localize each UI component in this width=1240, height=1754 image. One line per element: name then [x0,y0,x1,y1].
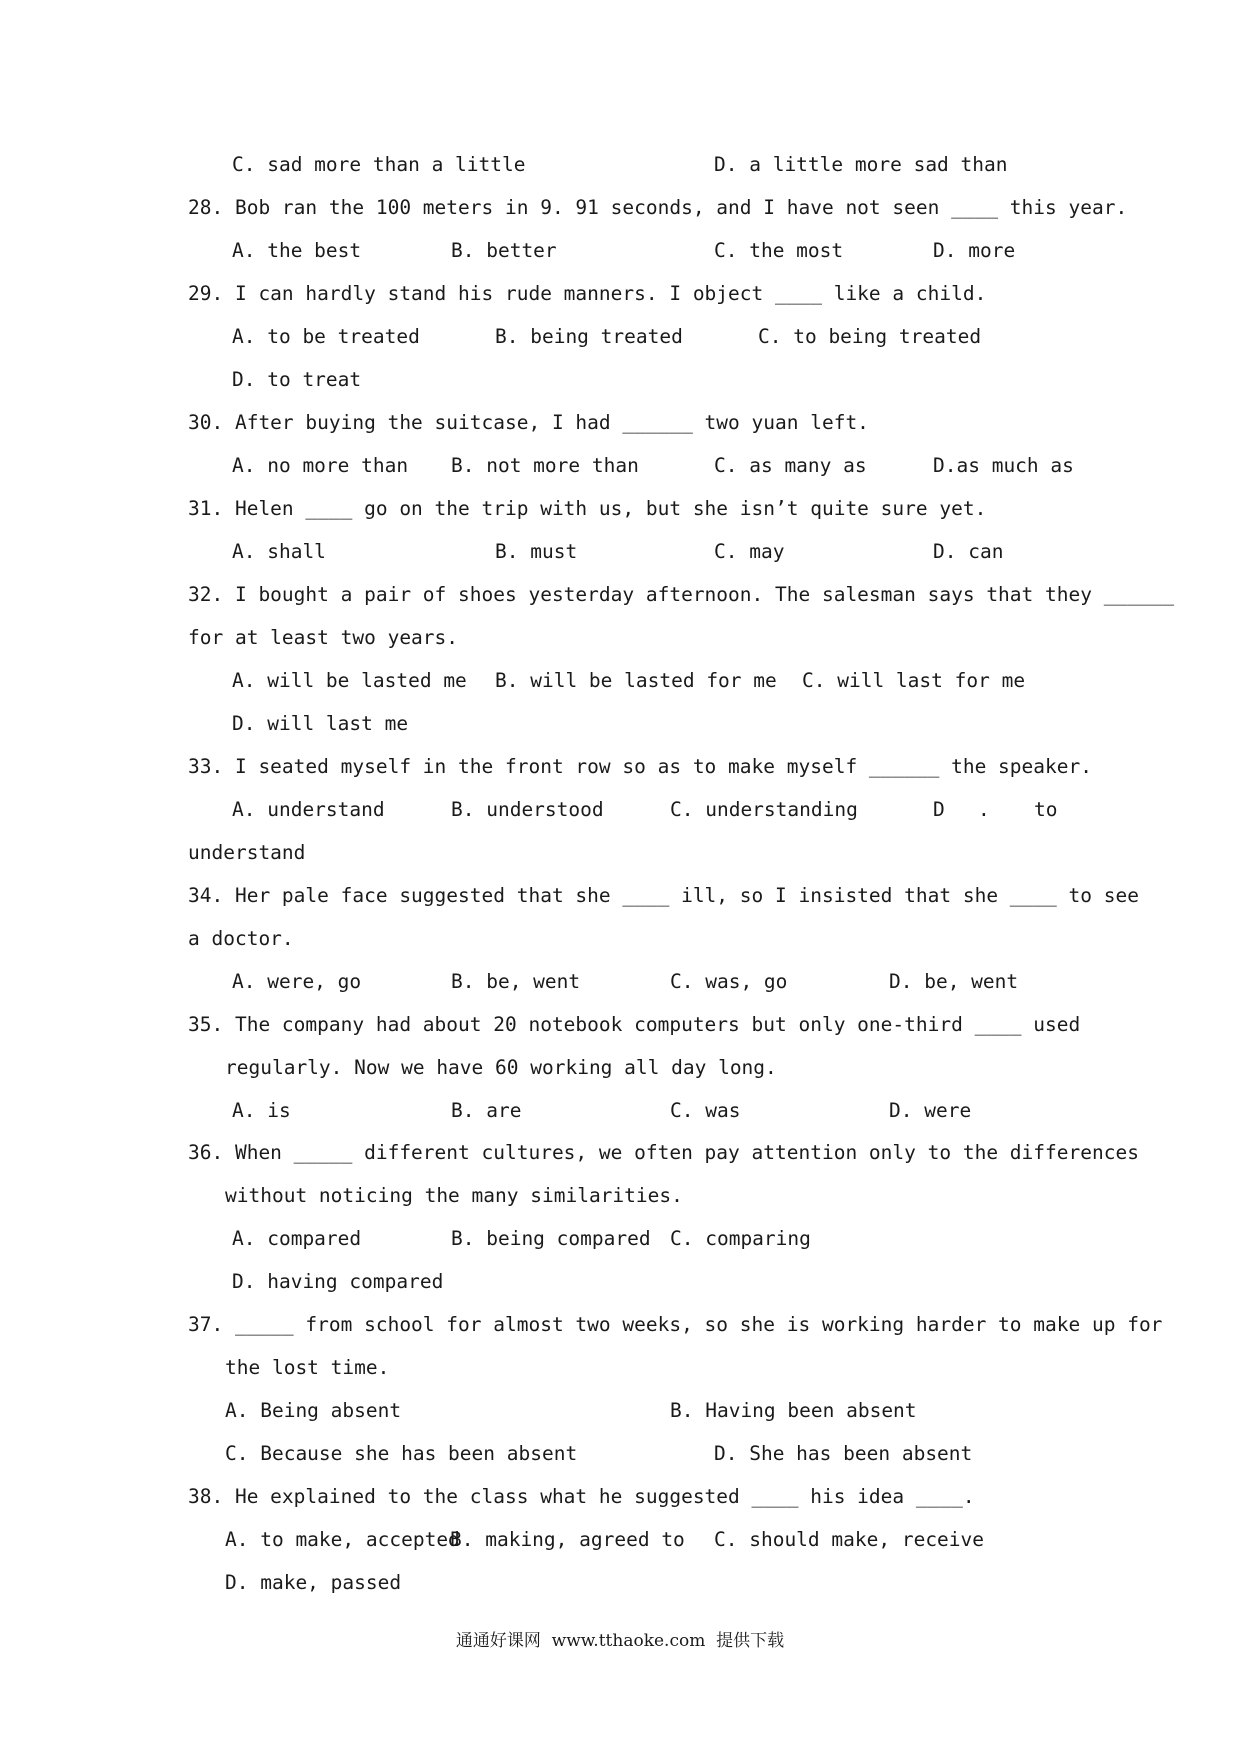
q38-stem: 38. He explained to the class what he suggested ____ his idea ____. [188,1485,975,1508]
q31-option-b: B. must [495,540,578,563]
q32-option-c: C. will last for me [802,669,1026,692]
q27-option-c: C. sad more than a little [232,153,526,176]
q28-option-a: A. the best [232,239,362,262]
q29-option-a: A. to be treated [232,325,420,348]
q35-option-c: C. was [670,1099,741,1122]
q37-option-b: B. Having been absent [670,1399,917,1422]
q27-option-d: D. a little more sad than [714,153,1008,176]
q38-option-b: B. making, agreed to [450,1528,685,1551]
q35-option-d: D. were [889,1099,972,1122]
q29-stem: 29. I can hardly stand his rude manners. I object ____ like a child. [188,282,987,305]
q34-stem: 34. Her pale face suggested that she ____ ill, so I insisted that she ____ to see [188,884,1139,907]
q32-stem: 32. I bought a pair of shoes yesterday afternoon. The salesman says that they ______ [188,583,1175,606]
q31-option-c: C. may [714,540,785,563]
q31-stem: 31. Helen ____ go on the trip with us, but she isn’t quite sure yet. [188,497,987,520]
q33-option-b: B. understood [451,798,604,821]
q34-option-c: C. was, go [670,970,788,993]
q37-option-d: D. She has been absent [714,1442,973,1465]
q35-stem: 35. The company had about 20 notebook computers but only one-third ____ used [188,1013,1081,1036]
q33-option-c: C. understanding [670,798,858,821]
q29-option-d: D. to treat [232,368,362,391]
q33-option-a: A. understand [232,798,385,821]
q33-option-d-word: to [1034,798,1058,821]
q35-stem-cont: regularly. Now we have 60 working all day long. [225,1056,777,1079]
q37-stem-cont: the lost time. [225,1356,390,1379]
q36-stem-cont: without noticing the many similarities. [225,1184,683,1207]
q36-stem: 36. When _____ different cultures, we often pay attention only to the differences [188,1141,1139,1164]
q28-option-c: C. the most [714,239,844,262]
q32-stem-cont: for at least two years. [188,626,459,649]
q31-option-d: D. can [933,540,1004,563]
q33-stem: 33. I seated myself in the front row so as to make myself ______ the speaker. [188,755,1092,778]
q38-option-c: C. should make, receive [714,1528,985,1551]
q34-stem-cont: a doctor. [188,927,294,950]
q28-option-b: B. better [451,239,557,262]
q34-option-d: D. be, went [889,970,1019,993]
q29-option-b: B. being treated [495,325,683,348]
q30-option-c: C. as many as [714,454,867,477]
q33-option-d-letter: D [933,798,945,821]
q35-option-b: B. are [451,1099,522,1122]
q38-option-d: D. make, passed [225,1571,402,1594]
q32-option-d: D. will last me [232,712,409,735]
q31-option-a: A. shall [232,540,326,563]
q35-option-a: A. is [232,1099,291,1122]
q28-option-d: D. more [933,239,1016,262]
q38-option-a: A. to make, accepted [225,1528,460,1551]
q28-stem: 28. Bob ran the 100 meters in 9. 91 seconds, and I have not seen ____ this year. [188,196,1128,219]
q32-option-a: A. will be lasted me [232,669,467,692]
q30-option-b: B. not more than [451,454,639,477]
q37-option-c: C. Because she has been absent [225,1442,578,1465]
q36-option-a: A. compared [232,1227,362,1250]
q36-option-c: C. comparing [670,1227,811,1250]
q29-option-c: C. to being treated [758,325,982,348]
page-footer: 通通好课网 www.tthaoke.com 提供下载 [455,1631,785,1651]
q30-option-d: D.as much as [933,454,1074,477]
q33-option-d-cont: understand [188,841,306,864]
q34-option-a: A. were, go [232,970,362,993]
q30-stem: 30. After buying the suitcase, I had ______ two yuan left. [188,411,869,434]
q36-option-d: D. having compared [232,1270,444,1293]
q36-option-b: B. being compared [451,1227,651,1250]
q30-option-a: A. no more than [232,454,409,477]
q34-option-b: B. be, went [451,970,581,993]
q32-option-b: B. will be lasted for me [495,669,777,692]
q37-stem: 37. _____ from school for almost two weeks, so she is working harder to make up for [188,1313,1163,1336]
q33-option-d-dot: . [978,798,990,821]
q37-option-a: A. Being absent [225,1399,402,1422]
